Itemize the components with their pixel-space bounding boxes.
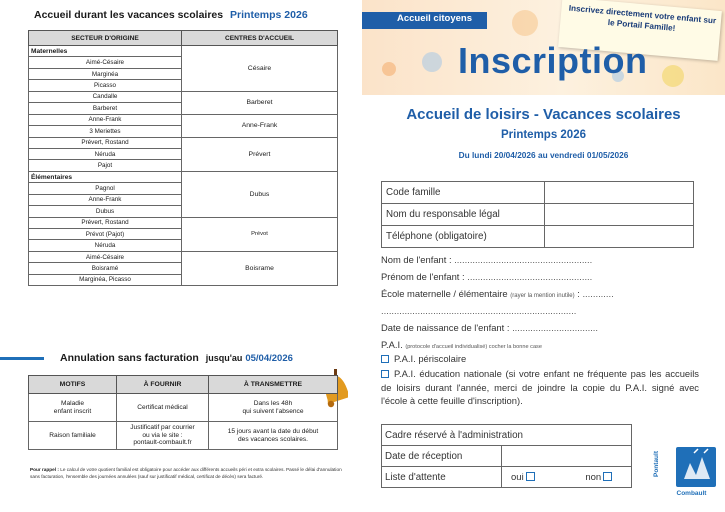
sector-cell: Dubus bbox=[29, 206, 182, 217]
table-row bbox=[382, 226, 694, 248]
sector-cell: Prévert, Rostand bbox=[29, 217, 182, 228]
ecole-field[interactable] bbox=[381, 288, 699, 305]
table-row bbox=[29, 251, 338, 262]
logo-name: Combault bbox=[676, 490, 707, 497]
banner-decoration bbox=[512, 10, 538, 36]
table-row bbox=[382, 425, 632, 446]
sector-cell: Anne-Frank bbox=[29, 114, 182, 125]
sector-cell: Boisramé bbox=[29, 263, 182, 274]
pai-periscolaire-option[interactable] bbox=[381, 353, 699, 367]
rappel-label: Pour rappel : bbox=[30, 467, 59, 472]
transmettre-cell: 15 jours avant la date du début des vacances scolaires. bbox=[209, 422, 338, 450]
ecole-label: École maternelle / élémentaire bbox=[381, 288, 508, 299]
pai-education-label: P.A.I. éducation nationale (si votre enfant ne fréquente pas les accueils de loisirs durant l'année, merci de joindre la copie du P.A.I. signé avec l'école à cette feuille d'inscription). bbox=[381, 368, 699, 407]
responsable-label: Nom du responsable légal bbox=[382, 204, 545, 226]
family-table bbox=[381, 181, 694, 248]
oui-label: oui bbox=[511, 471, 524, 483]
fournir-cell: Certificat médical bbox=[117, 394, 209, 422]
nom-label: Nom de l'enfant : bbox=[381, 254, 452, 265]
sector-header: SECTEUR D'ORIGINE bbox=[29, 31, 182, 46]
centre-header: CENTRES D'ACCUEIL bbox=[182, 31, 338, 46]
table-row bbox=[382, 182, 694, 204]
sector-cell: Prévot (Pajot) bbox=[29, 229, 182, 240]
annulation-header-row bbox=[29, 376, 338, 394]
sectors-table bbox=[28, 30, 338, 286]
child-fields bbox=[381, 254, 699, 408]
annulation-title bbox=[60, 352, 293, 364]
sector-cell: Pagnol bbox=[29, 183, 182, 194]
sector-cell: Anne-Frank bbox=[29, 194, 182, 205]
pai-education-option[interactable] bbox=[381, 367, 699, 408]
code-famille-label: Code famille bbox=[382, 182, 545, 204]
pai-periscolaire-label: P.A.I. périscolaire bbox=[394, 353, 467, 364]
dotted-line: ........................................................................... bbox=[381, 305, 577, 316]
naissance-label: Date de naissance de l'enfant : bbox=[381, 322, 510, 333]
annulation-title-text: Annulation sans facturation bbox=[60, 352, 199, 364]
holiday-title-text: Accueil durant les vacances scolaires bbox=[34, 9, 224, 21]
annulation-table bbox=[28, 375, 338, 450]
sector-cell: Barberet bbox=[29, 103, 182, 114]
sector-cell: Pajot bbox=[29, 160, 182, 171]
sectors-header-row bbox=[29, 31, 338, 46]
reception-label: Date de réception bbox=[382, 446, 502, 467]
sector-cell: 3 Meriettes bbox=[29, 126, 182, 137]
fournir-header: À FOURNIR bbox=[117, 376, 209, 394]
sector-cell: Aimé-Césaire bbox=[29, 57, 182, 68]
table-row bbox=[382, 467, 632, 488]
group-maternelles: Maternelles bbox=[29, 46, 182, 57]
centre-cell: Boisrame bbox=[182, 251, 338, 285]
annulation-date: 05/04/2026 bbox=[245, 353, 293, 364]
motif-cell: Maladie enfant inscrit bbox=[29, 394, 117, 422]
rappel-note bbox=[30, 466, 342, 481]
table-row bbox=[29, 137, 338, 148]
dotted-line: ............ bbox=[582, 288, 614, 299]
pai-education-checkbox[interactable] bbox=[381, 370, 389, 378]
pai-hint: (protocole d'accueil individualisé) cocher la bonne case bbox=[405, 344, 542, 350]
sector-cell: Candalle bbox=[29, 91, 182, 102]
attente-options bbox=[502, 467, 632, 488]
prenom-field[interactable] bbox=[381, 271, 699, 288]
city-logo-icon bbox=[664, 445, 719, 495]
banner-decoration bbox=[422, 52, 442, 72]
non-checkbox[interactable] bbox=[603, 472, 612, 481]
dotted-line: ................................................ bbox=[467, 271, 593, 282]
admin-header: Cadre réservé à l'administration bbox=[382, 425, 632, 446]
pai-label: P.A.I. bbox=[381, 339, 403, 350]
dotted-line: ................................. bbox=[512, 322, 599, 333]
centre-cell: Barberet bbox=[182, 91, 338, 114]
telephone-label: Téléphone (obligatoire) bbox=[382, 226, 545, 248]
code-famille-field[interactable] bbox=[545, 182, 694, 204]
ecole-field-continued[interactable] bbox=[381, 305, 699, 322]
banner-title: Inscription bbox=[458, 40, 648, 81]
centre-cell: Césaire bbox=[182, 46, 338, 92]
banner-note-text: Inscrivez directement votre enfant sur le Portail Famille! bbox=[568, 3, 717, 33]
sector-cell: Marginéa bbox=[29, 68, 182, 79]
pai-line bbox=[381, 339, 699, 353]
admin-table bbox=[381, 424, 632, 488]
nom-field[interactable] bbox=[381, 254, 699, 271]
table-row bbox=[29, 91, 338, 102]
sector-cell: Aimé-Césaire bbox=[29, 251, 182, 262]
annulation-until: jusqu'au bbox=[205, 353, 243, 363]
transmettre-cell: Dans les 48h qui suivent l'absence bbox=[209, 394, 338, 422]
reception-field[interactable] bbox=[502, 446, 632, 467]
sector-cell: Néruda bbox=[29, 240, 182, 251]
group-row bbox=[29, 46, 338, 57]
attente-label: Liste d'attente bbox=[382, 467, 502, 488]
sector-cell: Marginéa, Picasso bbox=[29, 274, 182, 285]
ecole-hint: (rayer la mention inutile) bbox=[510, 293, 575, 299]
table-row bbox=[29, 114, 338, 125]
group-row bbox=[29, 171, 338, 182]
banner-decoration bbox=[382, 62, 396, 76]
pai-periscolaire-checkbox[interactable] bbox=[381, 355, 389, 363]
naissance-field[interactable] bbox=[381, 322, 699, 339]
responsable-field[interactable] bbox=[545, 204, 694, 226]
right-panel bbox=[362, 0, 725, 512]
ecole-colon: : bbox=[574, 288, 580, 299]
holiday-season: Printemps 2026 bbox=[230, 9, 308, 21]
oui-checkbox[interactable] bbox=[526, 472, 535, 481]
transmettre-header: À TRANSMETTRE bbox=[209, 376, 338, 394]
group-elementaires: Élémentaires bbox=[29, 171, 182, 182]
holiday-title bbox=[34, 9, 308, 21]
table-row bbox=[382, 446, 632, 467]
blue-divider bbox=[0, 357, 44, 360]
banner-tag: Accueil citoyens bbox=[397, 13, 472, 24]
logo-name-vertical: Pontault bbox=[653, 451, 660, 477]
dotted-line: ..................................................... bbox=[454, 254, 593, 265]
fournir-cell: Justificatif par courrier ou via le site : pontault-combault.fr bbox=[117, 422, 209, 450]
centre-cell: Dubus bbox=[182, 171, 338, 217]
sector-cell: Néruda bbox=[29, 148, 182, 159]
form-dates: Du lundi 20/04/2026 au vendredi 01/05/2026 bbox=[458, 150, 629, 160]
table-row bbox=[29, 394, 338, 422]
centre-cell: Prévot bbox=[182, 217, 338, 251]
sector-cell: Prévert, Rostand bbox=[29, 137, 182, 148]
centre-cell: Prévert bbox=[182, 137, 338, 171]
centre-cell: Anne-Frank bbox=[182, 114, 338, 137]
motifs-header: MOTIFS bbox=[29, 376, 117, 394]
motif-cell: Raison familiale bbox=[29, 422, 117, 450]
inscription-banner bbox=[362, 0, 725, 95]
table-row bbox=[29, 217, 338, 228]
sector-cell: Picasso bbox=[29, 80, 182, 91]
rappel-text: Le calcul de votre quotient familial est obligatoire pour accéder aux différents accueils péri et extra scolaires. Passé le délai d'annulation sans facturation, l'ensemble des journées annulées (sauf sur justificatif médical, certificat de décès) sera facturé. bbox=[30, 467, 342, 480]
banner-decoration bbox=[662, 65, 684, 87]
form-season: Printemps 2026 bbox=[500, 129, 586, 141]
left-panel bbox=[0, 0, 362, 512]
table-row bbox=[29, 422, 338, 450]
telephone-field[interactable] bbox=[545, 226, 694, 248]
table-row bbox=[382, 204, 694, 226]
form-title: Accueil de loisirs - Vacances scolaires bbox=[406, 106, 681, 123]
non-label: non bbox=[585, 471, 602, 483]
prenom-label: Prénom de l'enfant : bbox=[381, 271, 465, 282]
